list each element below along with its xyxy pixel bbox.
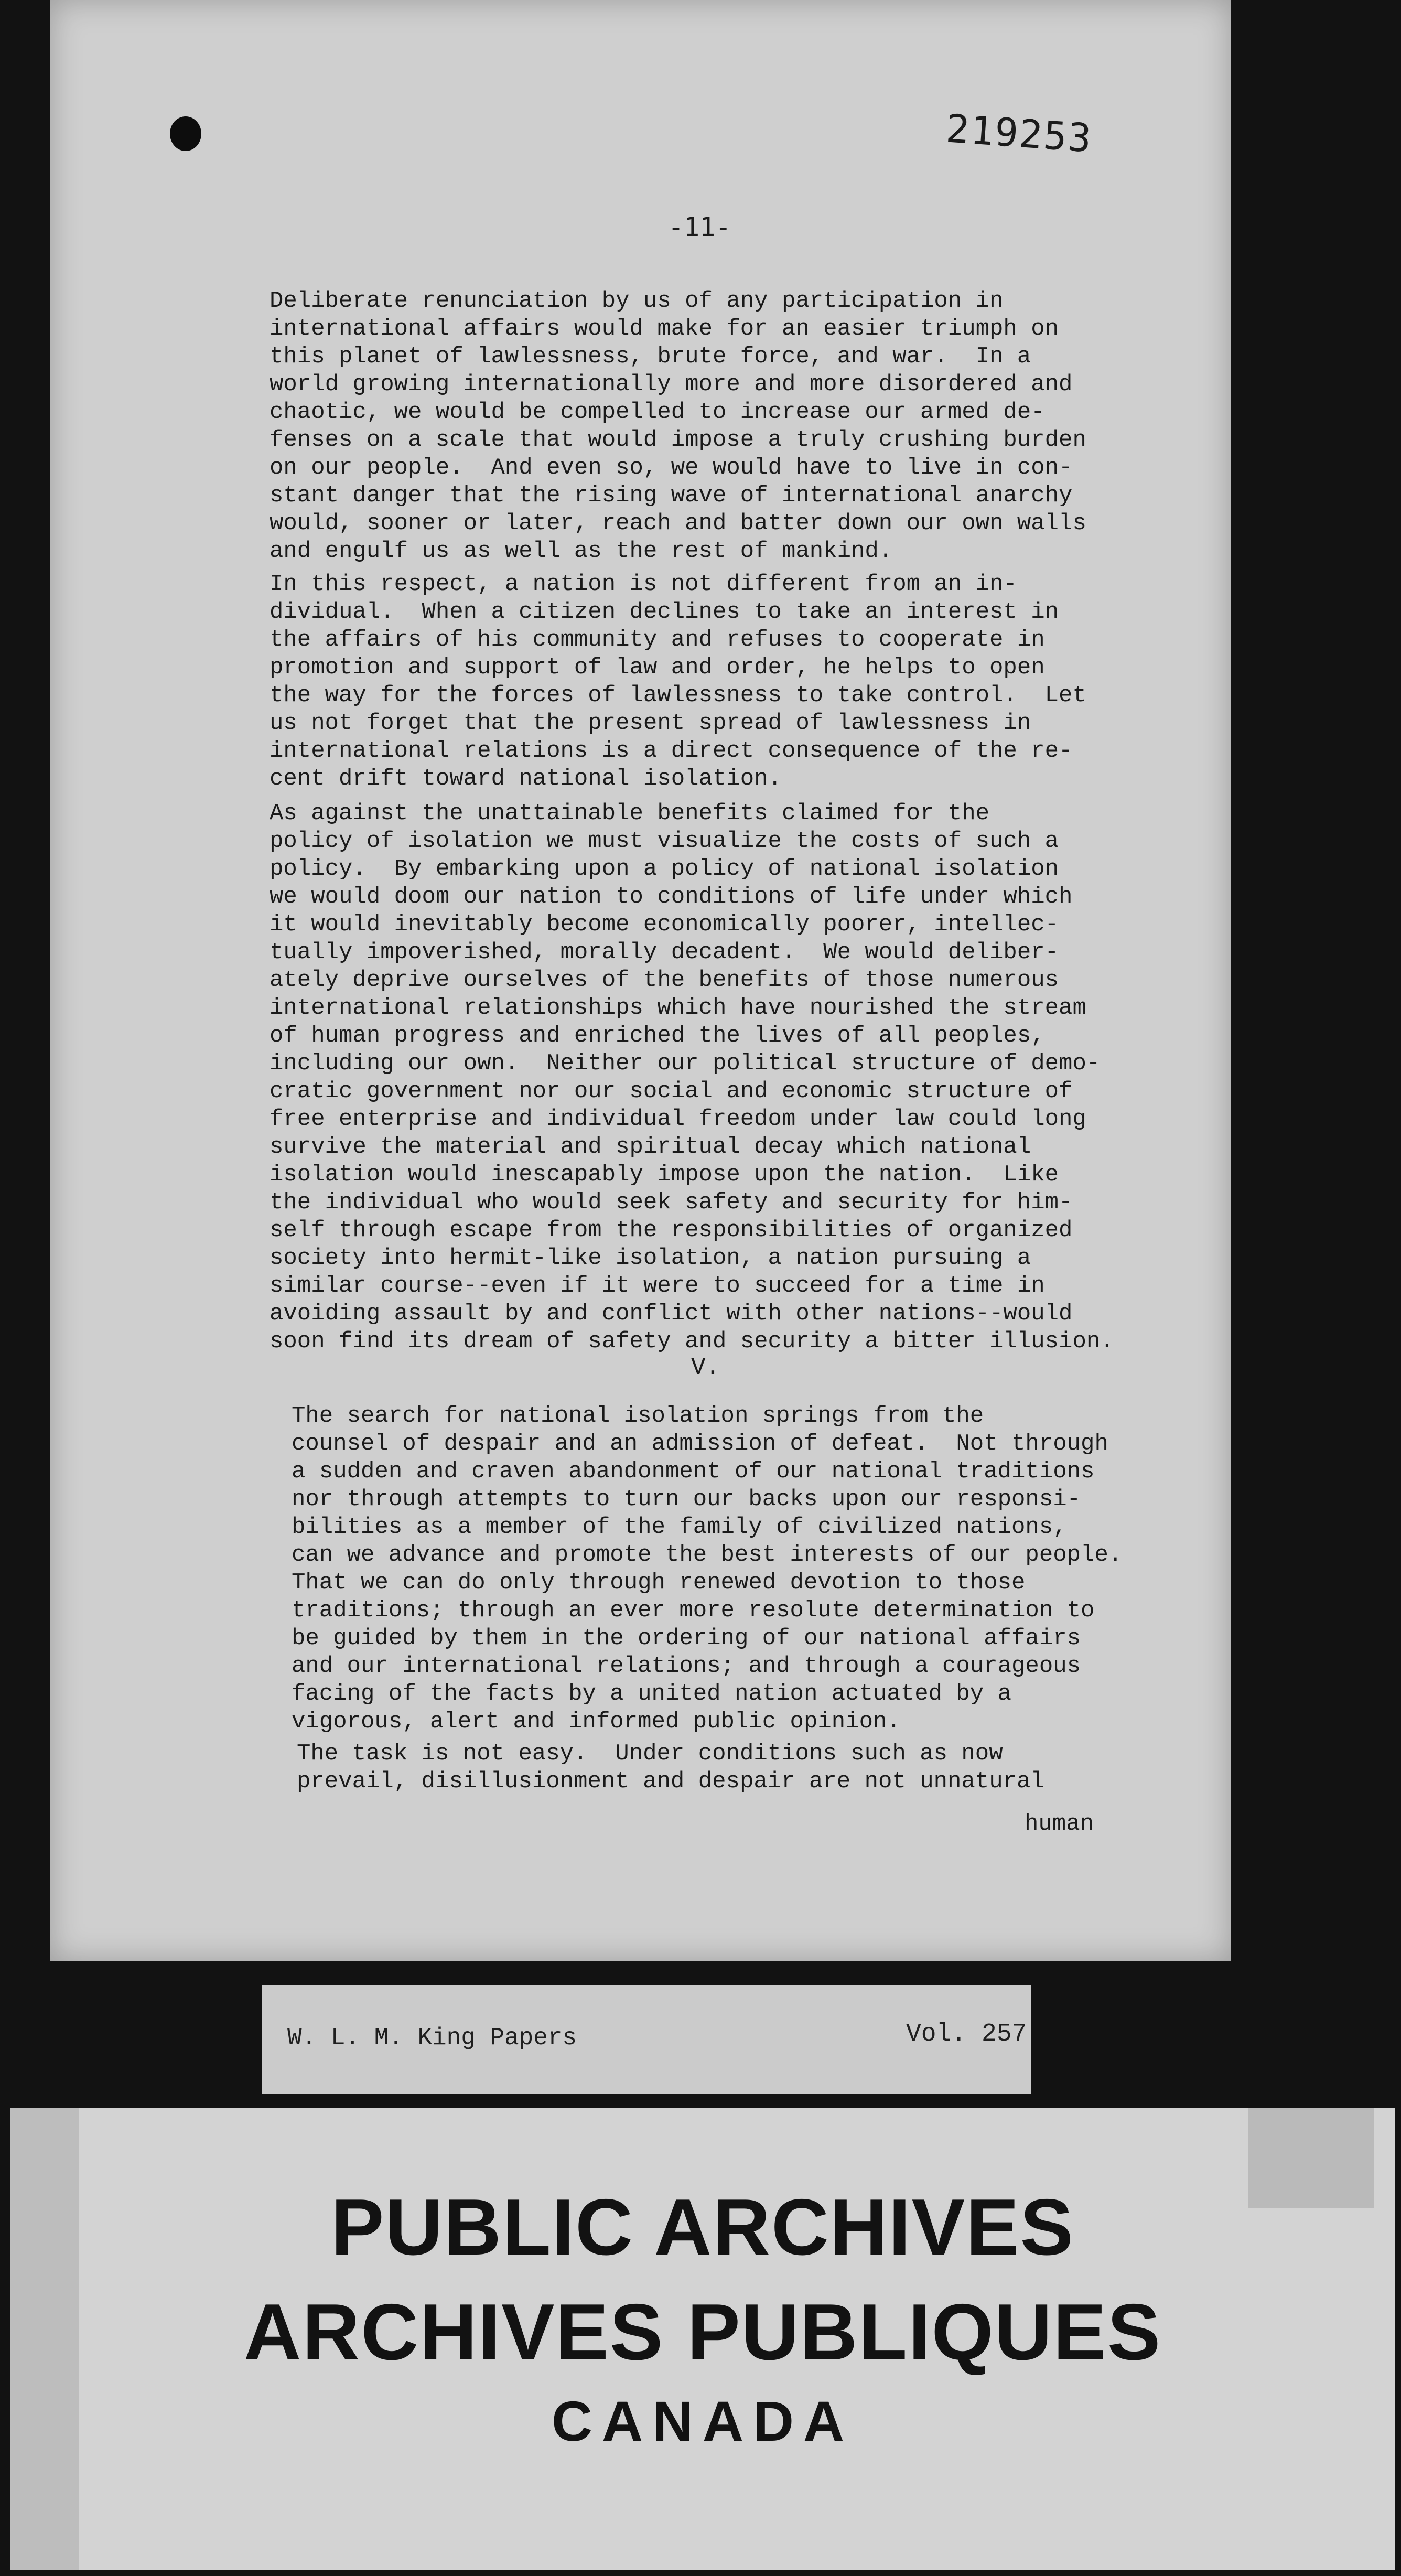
section-numeral: V.	[691, 1354, 720, 1381]
stamp-line-english: PUBLIC ARCHIVES	[331, 2183, 1074, 2272]
collection-label	[262, 1985, 1031, 2094]
stamp-line-french: ARCHIVES PUBLIQUES	[243, 2288, 1162, 2377]
paragraph-4: The search for national isolation springs from the counsel of despair and an admission of defeat. Not through a sudden and craven abandonment of our national traditions nor through attempts to turn our backs upon our responsi- bilities as a member of the family of civilized nations, can we advance and promote the best interests of our people. That we can do only through renewed devotion to those traditions; through an ever more resolute determination to be guided by them in the ordering of our national affairs and our international relations; and through a courageous facing of the facts by a united nation actuated by a vigorous, alert and informed public opinion.	[292, 1403, 1123, 1735]
volume-number: Vol. 257	[906, 2020, 1027, 2048]
paragraph-3: As against the unattainable benefits claimed for the policy of isolation we must visualize the costs of such a policy. By embarking upon a policy of national isolation we would doom our nation to conditions of life under which it would inevitably become economically poorer, intellec- tually impoverished, morally decadent. We would deliber- ately deprive ourselves of the benefits of those numerous international relationships which have nourished the stream of human progress and enriched the lives of all peoples, including our own. Neither our political structure of demo- cratic government nor our social and economic structure of free enterprise and individual freedom under law could long survive the material and spiritual decay which national isolation would inescapably impose upon the nation. Like the individual who would seek safety and security for him- self through escape from the responsibilities of organized society into hermit-like isolation, a nation pursuing a similar course--even if it were to succeed for a time in avoiding assault by and conflict with other nations--would soon find its dream of safety and security a bitter illusion.	[270, 800, 1114, 1355]
paragraph-2: In this respect, a nation is not different from an in- dividual. When a citizen declines to take an interest in the affairs of his community and refuses to cooperate in promotion and support of law and order, he helps to open the way for the forces of lawlessness to take control. Let us not forget that the present spread of lawlessness in international relations is a direct consequence of the re- cent drift toward national isolation.	[270, 571, 1086, 792]
page-number: -11-	[668, 212, 731, 242]
paragraph-1: Deliberate renunciation by us of any participation in international affairs would make for an easier triumph on this planet of lawlessness, brute force, and war. In a world growing internationally more and more disordered and chaotic, we would be compelled to increase our armed de- fenses on a scale that would impose a truly crushing burden on our people. And even so, we would have to live in con- stant danger that the rising wave of international anarchy would, sooner or later, reach and batter down our own walls and engulf us as well as the rest of mankind.	[270, 288, 1086, 564]
catchword: human	[1025, 1811, 1094, 1837]
punch-hole	[170, 116, 201, 151]
paragraph-5: The task is not easy. Under conditions such as now prevail, disillusionment and despair are not unnatural	[297, 1741, 1044, 1795]
typed-page	[50, 0, 1231, 1961]
collection-name: W. L. M. King Papers	[287, 2024, 577, 2052]
document-number: 219253	[944, 106, 1094, 162]
stamp-line-country: CANADA	[552, 2389, 854, 2453]
archives-stamp	[10, 2108, 1395, 2570]
